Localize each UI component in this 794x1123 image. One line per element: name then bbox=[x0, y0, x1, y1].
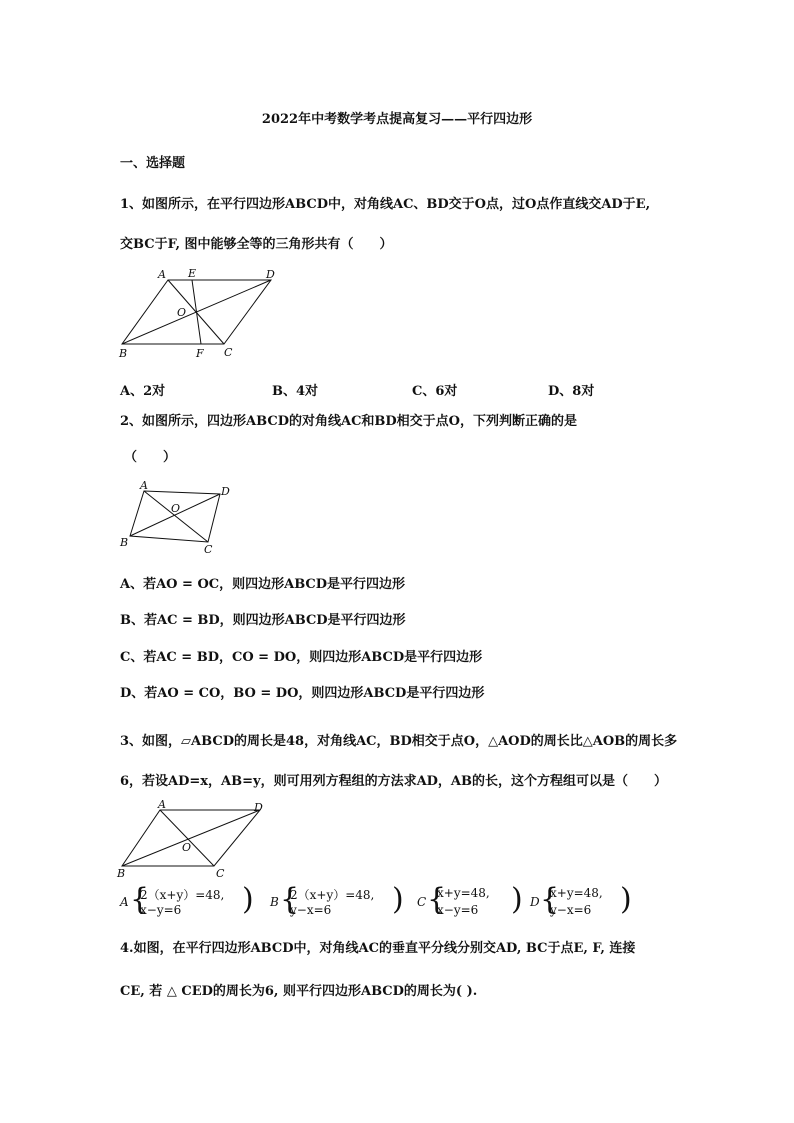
q1-text-line2: 交BC于F, 图中能够全等的三角形共有（ ） bbox=[120, 237, 393, 252]
q3-option-c-letter: C bbox=[417, 895, 427, 909]
q3-option-d-letter: D bbox=[530, 895, 540, 909]
q3-label-d: D bbox=[254, 801, 263, 814]
q3-diagonal-bd bbox=[122, 810, 260, 866]
q3-option-d-eq2: y−x=6 bbox=[550, 903, 592, 917]
q1-label-a: A bbox=[158, 268, 166, 281]
q1-option-d: D、8对 bbox=[548, 384, 595, 399]
q3-option-c: C { x+y=48, x−y=6 ) bbox=[417, 882, 523, 917]
q3-option-d: D { x+y=48, y−x=6 ) bbox=[530, 882, 632, 917]
q3-label-b: B bbox=[117, 867, 126, 880]
q1-parallelogram-figure bbox=[114, 262, 284, 362]
q1-option-a: A、2对 bbox=[120, 384, 166, 399]
q2-label-d: D bbox=[221, 485, 230, 498]
q3-option-b-eq2: y−x=6 bbox=[290, 903, 332, 917]
q3-option-d-eq1: x+y=48, bbox=[550, 886, 603, 900]
q3-option-c-eq1: x+y=48, bbox=[437, 886, 490, 900]
q3-option-a: A { 2（x+y）=48, x−y=6 ) bbox=[120, 882, 254, 917]
q2-label-c: C bbox=[204, 543, 213, 556]
q2-diagonal-bd bbox=[130, 494, 220, 536]
q2-option-a: A、若AO = OC，则四边形ABCD是平行四边形 bbox=[120, 577, 406, 592]
q2-quadrilateral-figure bbox=[114, 476, 244, 556]
q3-parallelogram-figure bbox=[114, 798, 274, 880]
q3-label-o: O bbox=[182, 841, 192, 854]
q2-diagonal-ac bbox=[144, 491, 208, 542]
q1-label-f: F bbox=[196, 347, 204, 360]
q3-option-c-eq2: x−y=6 bbox=[437, 903, 479, 917]
q1-option-b: B、4对 bbox=[272, 384, 319, 399]
q1-line-ef bbox=[192, 280, 201, 344]
q3-diagonal-ac bbox=[160, 810, 214, 866]
q2-option-c: C、若AC = BD，CO = DO，则四边形ABCD是平行四边形 bbox=[120, 650, 483, 665]
q1-label-o: O bbox=[177, 306, 187, 319]
q3-option-b-eq1: 2（x+y）=48, bbox=[290, 888, 375, 902]
q3-option-b: B { 2（x+y）=48, y−x=6 ) bbox=[270, 882, 404, 917]
q2-label-a: A bbox=[140, 479, 148, 492]
q1-option-c: C、6对 bbox=[412, 384, 458, 399]
q3-option-a-eq1: 2（x+y）=48, bbox=[140, 888, 225, 902]
q3-option-b-letter: B bbox=[270, 895, 279, 909]
q1-label-e: E bbox=[188, 267, 197, 280]
q4-text-line2: CE, 若 △ CED的周长为6, 则平行四边形ABCD的周长为( ). bbox=[120, 984, 478, 999]
q1-label-c: C bbox=[224, 346, 233, 359]
q1-label-d: D bbox=[266, 268, 275, 281]
q3-text-line1: 3、如图，▱ABCD的周长是48，对角线AC，BD相交于点O，△AOD的周长比△AOB的周长多 bbox=[120, 734, 678, 749]
section-heading: 一、选择题 bbox=[120, 156, 186, 171]
q3-label-c: C bbox=[216, 867, 225, 880]
q3-option-a-eq2: x−y=6 bbox=[140, 903, 182, 917]
q3-text-line2: 6，若设AD=x，AB=y，则可用列方程组的方法求AD，AB的长，这个方程组可以是（ ） bbox=[120, 774, 668, 789]
q1-text-line1: 1、如图所示，在平行四边形ABCD中，对角线AC、BD交于O点，过O点作直线交AD于E, bbox=[120, 197, 651, 212]
q2-text-line2: （ ） bbox=[124, 450, 177, 465]
q2-text-line1: 2、如图所示，四边形ABCD的对角线AC和BD相交于点O，下列判断正确的是 bbox=[120, 414, 577, 429]
q2-label-b: B bbox=[120, 536, 129, 549]
q4-text-line1: 4.如图，在平行四边形ABCD中，对角线AC的垂直平分线分别交AD, BC于点E, F, 连接 bbox=[120, 941, 636, 956]
q1-label-b: B bbox=[119, 347, 128, 360]
q3-option-a-letter: A bbox=[120, 895, 129, 909]
q2-option-d: D、若AO = CO，BO = DO，则四边形ABCD是平行四边形 bbox=[120, 686, 485, 701]
q3-label-a: A bbox=[158, 798, 166, 811]
q2-option-b: B、若AC = BD，则四边形ABCD是平行四边形 bbox=[120, 613, 406, 628]
q2-quadrilateral-outline bbox=[130, 491, 220, 542]
page-title: 2022年中考数学考点提高复习——平行四边形 bbox=[261, 112, 533, 127]
q2-label-o: O bbox=[171, 502, 181, 515]
